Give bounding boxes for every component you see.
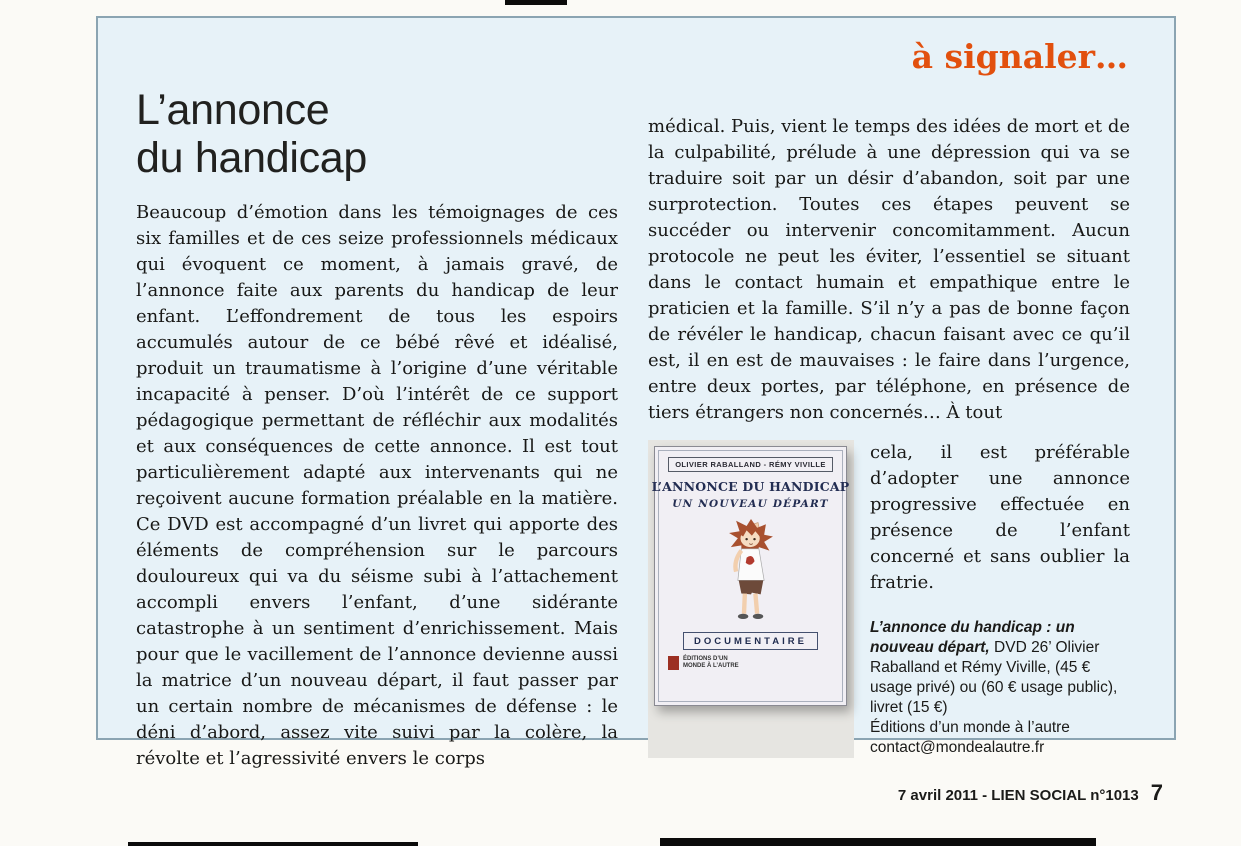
article-box [96,16,1176,769]
dvd-and-text-row [648,440,1130,758]
caption-publisher: Éditions d’un monde à l’autre [870,719,1070,736]
scan-artifact-bottom [660,838,1096,846]
footer-page-number: 7 [1150,780,1163,805]
dvd-cover-photo [648,440,854,758]
page-footer [898,780,1163,806]
article-columns [136,84,1130,772]
footer-issue: 7 avril 2011 - LIEN SOCIAL n°1013 [897,787,1139,804]
caption-main [870,618,1130,718]
caption-details: DVD 26’ Olivier Raballand et Rémy Viville, (45 € usage privé) ou (60 € usage public), livret (15 €) [870,639,1118,716]
caption-email: contact@mondealautre.fr [870,739,1045,756]
article-title-line1: L’annonce [136,86,330,134]
section-header: à signaler… [911,37,1128,76]
left-column [136,84,618,772]
caption [870,618,1130,758]
dvd-publisher-block [662,656,741,670]
publisher-logo-icon [668,656,679,670]
dvd-title: L’ANNONCE DU HANDICAP [651,479,850,494]
scan-artifact-bottom-left [128,842,418,846]
right-column-wrap-text: cela, il est préférable d’adopter une annonce progressive effectuée en présence de l’enfant concerné et sans oublier la fratrie. [870,442,1130,593]
article-title-line2: du handicap [136,134,368,182]
dvd-subtitle: UN NOUVEAU DÉPART [672,498,829,510]
dvd-cover [651,446,850,706]
dvd-publisher: ÉDITIONS D’UN MONDE À L’AUTRE [683,656,739,669]
right-column [648,84,1130,772]
dvd-authors: OLIVIER RABALLAND - RÉMY VIVILLE [668,457,833,472]
article-title [136,86,618,182]
scan-artifact-top [505,0,567,5]
girl-illustration [701,512,801,628]
right-column-text: médical. Puis, vient le temps des idées de mort et de la culpabilité, prélude à une dépression qui va se traduire soit par un désir d’abandon, soit par une surprotection. Toutes ces étapes peuvent se succéder ou intervenir concomitamment. Aucun protocole ne peut les éviter, l’essentiel se situant dans le contact humain et empathique entre le praticien et la famille. S’il n’y a pas de bonne façon de révéler le handicap, chacun faisant avec ce qu’il est, il en est de mauvaises : le faire dans l’urgence, entre deux portes, par téléphone, en présence de tiers étrangers non concernés… À tout [648,116,1130,423]
left-column-text: Beaucoup d’émotion dans les témoignages de ces six familles et de ces seize professionnels médicaux qui évoquent ce moment, à jamais gravé, de l’annonce faite aux parents du handicap de leur enfant. L’effondrement de tous les espoirs accumulés autour de ce bébé rêvé et idéalisé, produit un traumatisme à l’origine d’une véritable incapacité à penser. D’où l’intérêt de ce support pédagogique permettant de réfléchir aux modalités et aux conséquences de cette annonce. Il est tout particulièrement adapté aux intervenants qui ne reçoivent aucune formation préalable en la matière. Ce DVD est accompagné d’un livret qui apporte des éléments de compréhension sur le parcours douloureux qui va du séisme subi à l’attachement accompli envers l’enfant, d’une sidérante catastrophe à un sentiment d’enrichissement. Mais pour que le vacillement de l’annonce devienne aussi la matrice d’un nouveau départ, il faut passer par un certain nombre de mécanismes de défense : le déni d’abord, assez vite suivi par la colère, la révolte et l’agressivité envers le corps [136,202,618,769]
caption-title: L’annonce du handicap : un nouveau départ, [870,619,1075,656]
dvd-genre-band: DOCUMENTAIRE [683,632,818,650]
wrap-text-column [854,440,1130,758]
